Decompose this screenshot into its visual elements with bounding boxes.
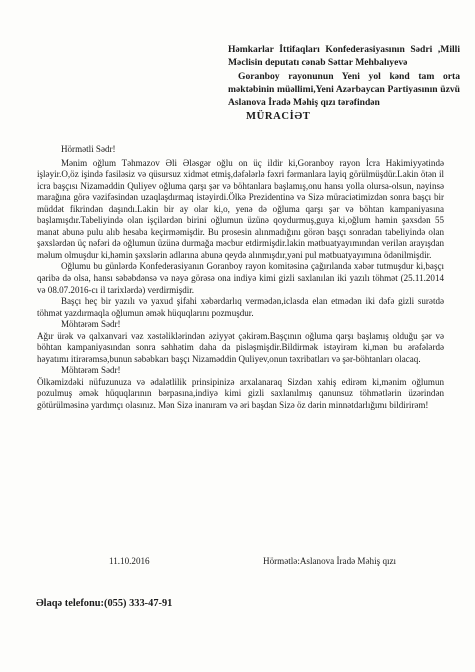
letter-body [37, 144, 444, 412]
paragraph-2: Oğlumu bu günlərdə Konfederasiyanın Goranboy rayon komitəsinə çağırılanda xəbər tutmuşdur ki,başçı qəribə də olsa, hansı səbəbdənsə və nəyə görəsə ona indiyə kimi gizli saxlanılan iki yazılı töhmət (25.11.2014 və 08.07.2016-cı il tarixlərdə) verdirmişdir. [37, 261, 444, 295]
recipient-header [228, 43, 460, 124]
document-title: MÜRACİƏT [246, 111, 311, 123]
paragraph-1: Mənim oğlum Təhmazov Əli Ələsgər oğlu on üç ildir ki,Goranboy rayon İcra Hakimiyyətində işləyir.O,öz işində fasiləsiz və qüsursuz xidmət etmiş,dəfələrlə fəxri fərmanlara layiq görülmüşdür.Lakin ötən il icra başçısı Nizaməddin Quliyev oğluma qarşı şər və böhtanlara başlamış,onu hansı yolla olursa-olsun, nəyinsə marağına görə vəzifəsindən uzaqlaşdırmaq istəyirdi.Ölkə Prezidentinə və Sizə müraciətimizdən sonra başçı bir müddət fikrindən daşındı.Lakin bir ay olar ki,o, yenə də oğluma qarşı şər və böhtan kampaniyasına başlamışdır.Tabeliyində olan işçilərdən birini oğlumun üzünə qoydurmuş,guya ki,oğlum həmin şəxsdən 55 manat abunə pulu alıb hesaba keçirməmişdir. Bu prosesin alınmadığını görən başçı sonradan tabeliyində olan şəxslərdən üç nəfəri də oğlumun üzünə durmağa məcbur etdirmişdir.lakin mətbuatyayımından verilən arayışdan məlum olmuşdur ki,həmin şəxslərin adlarına abunə qeydə alınmışdır,yəni pul mətbuatyayımına ödənilmişdir. [37, 157, 444, 260]
letter-date: 11.10.2016 [109, 556, 150, 566]
contact-phone: Əlaqə telefonu:(055) 333-47-91 [36, 598, 173, 609]
paragraph-4: Ağır ürək və qalxanvari vəz xəstəliklərindən əziyyət çəkirəm.Başçının oğluma qarşı başlamış olduğu şər və böhtan kampaniyasından sonra səhhətim daha da pisləşmişdir.Bildirmək istəyirəm ki,mən bu ərəfələrdə həyatımı itirərəmsə,bunun səbəbkarı başçı Nizaməddin Quliyev,onun təxribatları və şər-böhtanları olacaq. [37, 330, 444, 364]
greeting: Hörmətli Sədr! [61, 144, 116, 154]
paragraph-3: Başçı heç bir yazılı və yaxud şifahi xəbərdarlıq vermədən,iclasda elan etmədən iki dəfə gizli surətdə töhmət yazdırmaqla oğlumun əmək hüquqlarını pozmuşdur. [37, 296, 444, 318]
sender-line: Goranboy rayonunun Yeni yol kənd tam orta məktəbinin müəllimi,Yeni Azərbaycan Partiyasının üzvü Aslanova İradə Məhiş qızı tərəfindən [228, 70, 460, 109]
greeting-2: Möhtərəm Sədr! [61, 319, 121, 330]
recipient-address: Həmkarlar İttifaqları Konfederasiyasının Sədri ,Milli Məclisin deputatı cənab Səttar Mehbalıyevə [228, 44, 460, 69]
greeting-3: Möhtərəm Sədr! [61, 365, 121, 376]
paragraph-5: Ölkəmizdəki nüfuzunuza və ədalətlilik prinsipinizə arxalanaraq Sizdən xahiş edirəm ki,mənim oğlumun pozulmuş əmək hüquqlarının bərpasına,indiyə kimi gizli saxlanılmış qanunsuz töhmətlərin üzərindən götürülməsinə yardımçı olasınız. Mən Sizə inanıram və əri başdan Sizə öz dərin minnətdarlığımı bildirirəm! [37, 376, 444, 411]
signature-name: Hörmətlə:Aslanova İradə Məhiş qızı [263, 556, 397, 566]
